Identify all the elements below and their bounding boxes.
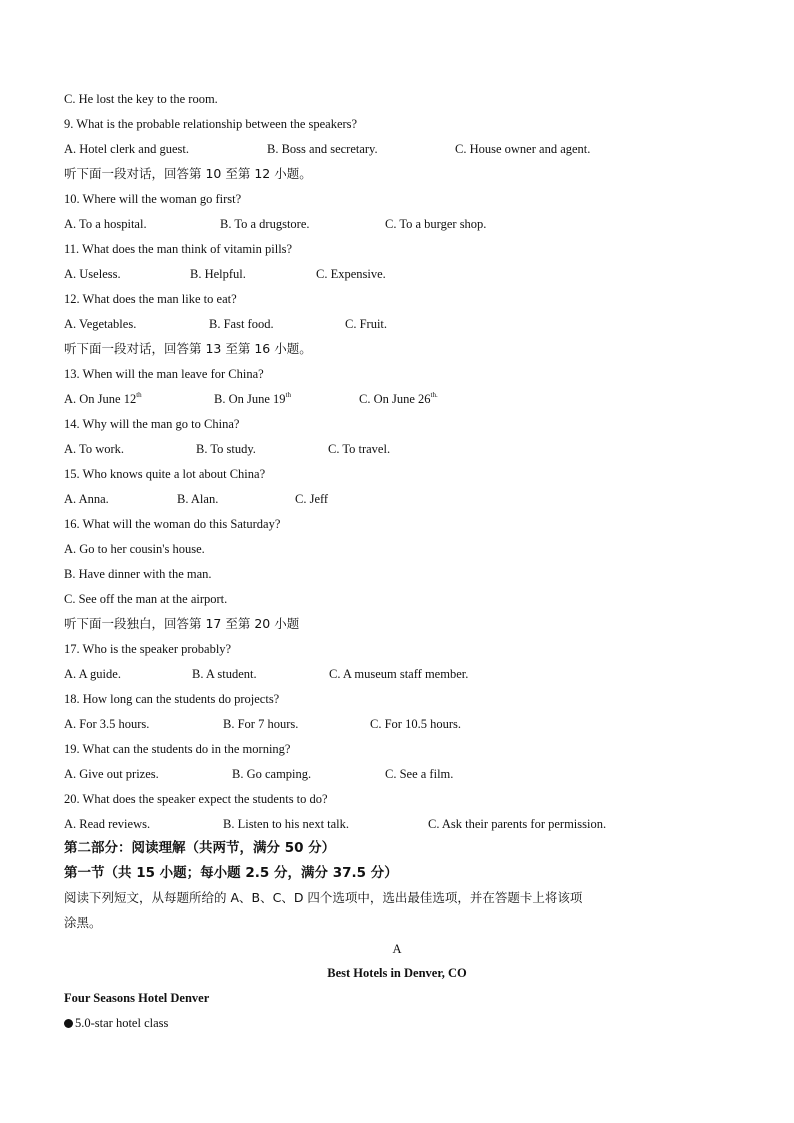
q10-option-b: B. To a drugstore. xyxy=(220,217,310,231)
question-9: 9. What is the probable relationship between the speakers? xyxy=(64,117,358,131)
q17-option-b: B. A student. xyxy=(192,667,257,681)
question-14: 14. Why will the man go to China? xyxy=(64,417,240,431)
instruction-10-12: 听下面一段对话，回答第 10 至第 12 小题。 xyxy=(64,166,312,181)
instruction-13-16: 听下面一段对话，回答第 13 至第 16 小题。 xyxy=(64,341,312,356)
q20-option-a: A. Read reviews. xyxy=(64,817,151,831)
q13-option-c: C. On June $26^{th.}$ xyxy=(359,391,438,406)
q9-option-c: C. House owner and agent. xyxy=(455,142,591,156)
instruction-17-20: 听下面一段独白，回答第 17 至第 20 小题 xyxy=(64,616,300,631)
q8-option-c: C. He lost the key to the room. xyxy=(64,92,218,106)
q18-option-b: B. For 7 hours. xyxy=(223,717,299,731)
q12-option-a: A. Vegetables. xyxy=(64,317,137,331)
q12-option-b: B. Fast food. xyxy=(209,317,274,331)
reading-instruction-line1: 阅读下列短文，从每题所给的 A、B、C、D 四个选项中，选出最佳选项，并在答题卡上将该项 xyxy=(64,890,583,905)
q20-option-c: C. Ask their parents for permission. xyxy=(428,817,607,831)
hotel-1-name: Four Seasons Hotel Denver xyxy=(64,991,210,1005)
q9-option-a: A. Hotel clerk and guest. xyxy=(64,142,189,156)
question-10: 10. Where will the woman go first? xyxy=(64,192,242,206)
bullet-icon xyxy=(64,1019,73,1028)
question-18: 18. How long can the students do projects? xyxy=(64,692,280,706)
passage-title: Best Hotels in Denver, CO xyxy=(327,966,467,980)
q14-option-b: B. To study. xyxy=(196,442,256,456)
q15-option-a: A. Anna. xyxy=(64,492,109,506)
q15-option-c: C. Jeff xyxy=(295,492,329,506)
question-16: 16. What will the woman do this Saturday? xyxy=(64,517,281,531)
q11-option-c: C. Expensive. xyxy=(316,267,386,281)
reading-instruction-line2: 涂黑。 xyxy=(64,915,102,930)
q17-option-c: C. A museum staff member. xyxy=(329,667,469,681)
question-11: 11. What does the man think of vitamin pills? xyxy=(64,242,293,256)
question-12: 12. What does the man like to eat? xyxy=(64,292,237,306)
q18-option-c: C. For 10.5 hours. xyxy=(370,717,461,731)
hotel-1-bullet: 5.0-star hotel class xyxy=(64,1015,168,1031)
question-13: 13. When will the man leave for China? xyxy=(64,367,264,381)
q20-option-b: B. Listen to his next talk. xyxy=(223,817,350,831)
question-19: 19. What can the students do in the morning? xyxy=(64,742,291,756)
question-20: 20. What does the speaker expect the students to do? xyxy=(64,792,328,806)
q19-option-a: A. Give out prizes. xyxy=(64,767,159,781)
question-17: 17. Who is the speaker probably? xyxy=(64,642,232,656)
q16-option-a: A. Go to her cousin's house. xyxy=(64,542,205,556)
part-2-heading: 第二部分：阅读理解（共两节，满分 50 分） xyxy=(64,840,336,856)
question-15: 15. Who knows quite a lot about China? xyxy=(64,467,266,481)
q14-option-a: A. To work. xyxy=(64,442,125,456)
q16-option-b: B. Have dinner with the man. xyxy=(64,567,212,581)
q13-option-b: B. On June 19th xyxy=(214,391,291,406)
q12-option-c: C. Fruit. xyxy=(345,317,388,331)
q17-option-a: A. A guide. xyxy=(64,667,121,681)
q15-option-b: B. Alan. xyxy=(177,492,219,506)
q11-option-a: A. Useless. xyxy=(64,267,121,281)
passage-letter: A xyxy=(392,942,402,956)
q9-option-b: B. Boss and secretary. xyxy=(267,142,378,156)
section-1-heading: 第一节（共 15 小题；每小题 2.5 分，满分 37.5 分） xyxy=(64,865,398,881)
q11-option-b: B. Helpful. xyxy=(190,267,246,281)
q13-option-a: A. On June 12th xyxy=(64,391,142,406)
q10-option-a: A. To a hospital. xyxy=(64,217,147,231)
q10-option-c: C. To a burger shop. xyxy=(385,217,487,231)
q19-option-c: C. See a film. xyxy=(385,767,454,781)
q14-option-c: C. To travel. xyxy=(328,442,391,456)
q18-option-a: A. For 3.5 hours. xyxy=(64,717,150,731)
q16-option-c: C. See off the man at the airport. xyxy=(64,592,228,606)
q19-option-b: B. Go camping. xyxy=(232,767,312,781)
